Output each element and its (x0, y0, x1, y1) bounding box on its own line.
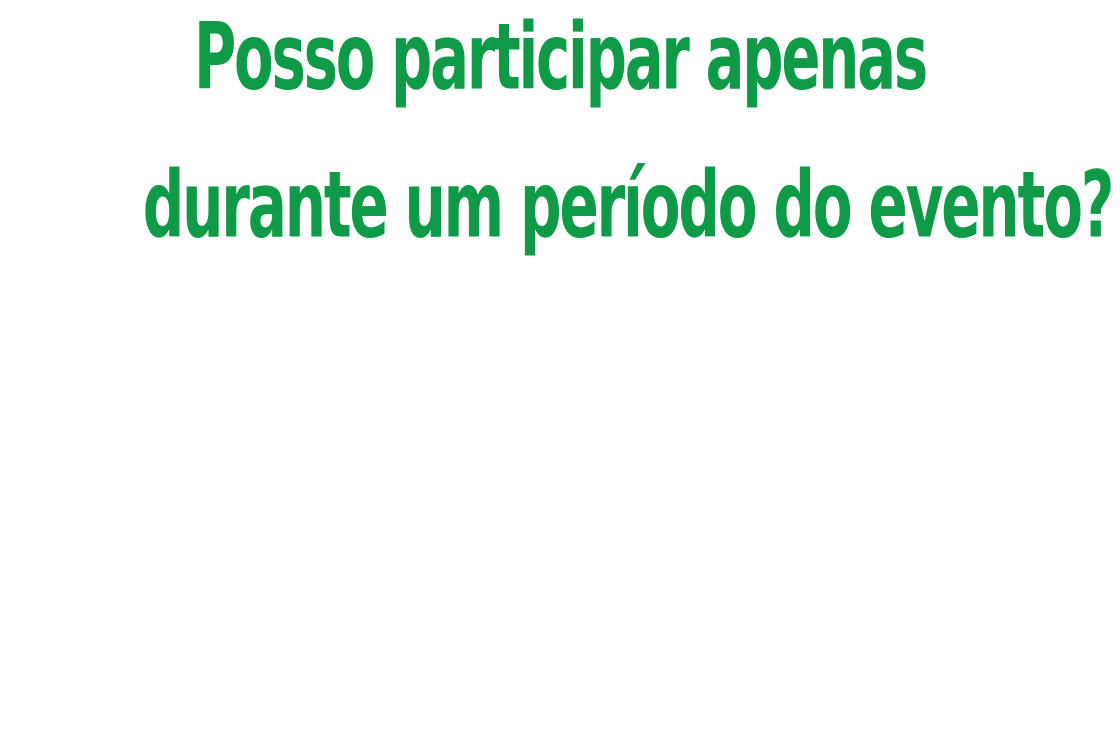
faq-question-line-1: Posso participar apenas (193, 4, 927, 112)
faq-question-heading (0, 0, 1120, 286)
faq-question-line-2: durante um período do evento? (142, 152, 1113, 260)
